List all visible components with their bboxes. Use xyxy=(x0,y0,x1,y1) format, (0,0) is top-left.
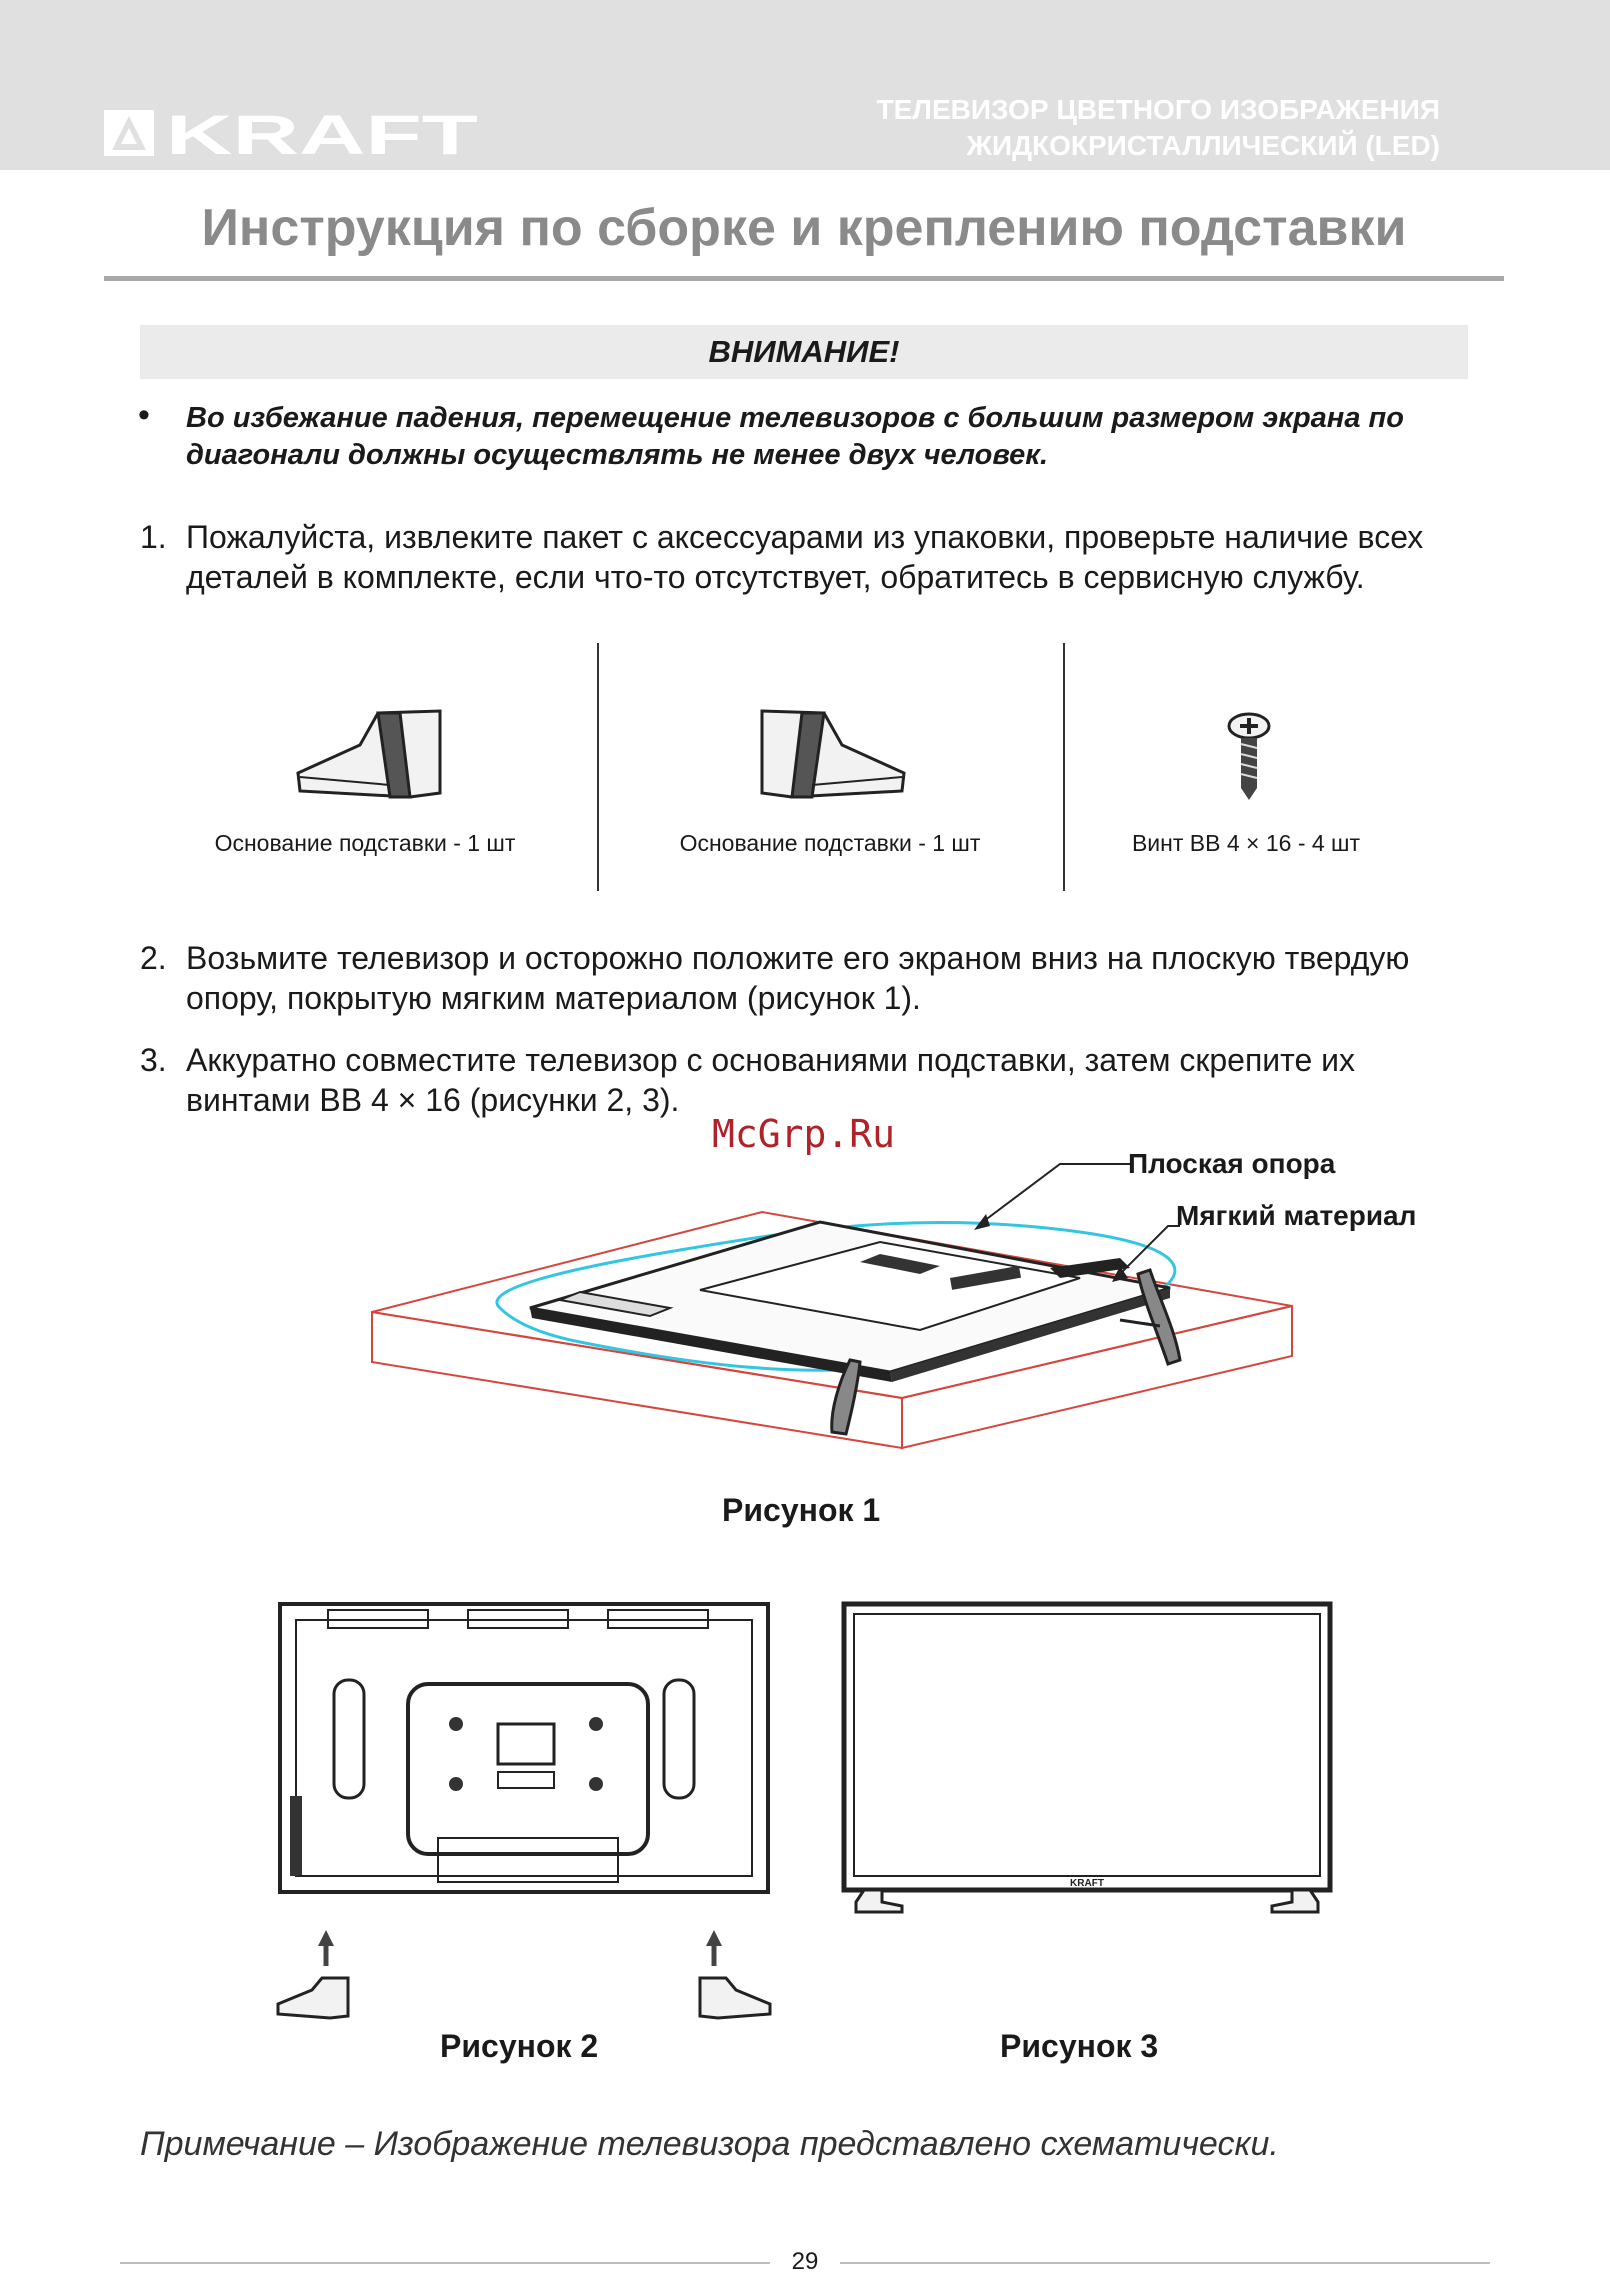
parts-divider xyxy=(597,643,599,891)
footer-rule xyxy=(840,2262,1490,2264)
page-title: Инструкция по сборке и креплению подставки xyxy=(201,199,1407,257)
step-number: 1. xyxy=(140,519,167,555)
page-header xyxy=(0,0,1610,170)
warning-text: Во избежание падения, перемещение телевизоров с большим размером экрана по диагонали должны осуществлять не менее двух человек. xyxy=(186,402,1404,471)
figure-2-illustration xyxy=(278,1602,770,2022)
callout-flat-support: Плоская опора xyxy=(1128,1148,1336,1179)
figure-2-caption: Рисунок 2 xyxy=(440,2028,599,2064)
step-number: 3. xyxy=(140,1042,167,1078)
header-title-line2: ЖИДКОКРИСТАЛЛИЧЕСКИЙ (LED) xyxy=(966,130,1440,161)
stand-base-left-icon xyxy=(290,705,450,805)
step-text: Возьмите телевизор и осторожно положите его экраном вниз на плоскую твердую опору, покрытую мягким материалом (рисунок 1). xyxy=(186,940,1410,1016)
header-title-line1: ТЕЛЕВИЗОР ЦВЕТНОГО ИЗОБРАЖЕНИЯ xyxy=(876,94,1440,125)
note-text: Примечание – Изображение телевизора представлено схематически. xyxy=(140,2125,1279,2163)
tv-brand-label: KRAFT xyxy=(1070,1878,1104,1889)
page-number: 29 xyxy=(791,2248,819,2275)
footer-rule xyxy=(120,2262,770,2264)
kraft-logo xyxy=(104,103,484,166)
figure-3-illustration xyxy=(842,1602,1332,1912)
title-divider xyxy=(104,276,1504,281)
step-number: 2. xyxy=(140,940,167,976)
part-label: Винт ВВ 4 × 16 - 4 шт xyxy=(1131,830,1361,856)
figure-1-caption: Рисунок 1 xyxy=(722,1492,881,1528)
part-label: Основание подставки - 1 шт xyxy=(214,830,516,856)
header-title xyxy=(877,92,1440,164)
watermark: McGrp.Ru xyxy=(712,1112,896,1156)
step-2 xyxy=(140,938,1480,1018)
step-text: Пожалуйста, извлеките пакет с аксессуарами из упаковки, проверьте наличие всех деталей в комплекте, если что-то отсутствует, обратитесь в сервисную службу. xyxy=(186,519,1424,595)
bullet-icon: • xyxy=(138,396,150,434)
screw-icon xyxy=(1226,712,1272,802)
step-3 xyxy=(140,1040,1480,1120)
brand-text: KRAFT xyxy=(166,103,478,166)
figure-3-caption: Рисунок 3 xyxy=(1000,2028,1159,2064)
part-label: Основание подставки - 1 шт xyxy=(679,830,981,856)
step-text: Аккуратно совместите телевизор с основаниями подставки, затем скрепите их винтами ВВ 4 × 16 (рисунки 2, 3). xyxy=(186,1042,1356,1118)
step-1 xyxy=(140,517,1480,597)
warning-heading: ВНИМАНИЕ! xyxy=(140,325,1468,379)
stand-base-right-icon xyxy=(752,705,912,805)
callout-soft-material: Мягкий материал xyxy=(1176,1200,1417,1231)
figure-1-illustration xyxy=(360,1150,1360,1460)
